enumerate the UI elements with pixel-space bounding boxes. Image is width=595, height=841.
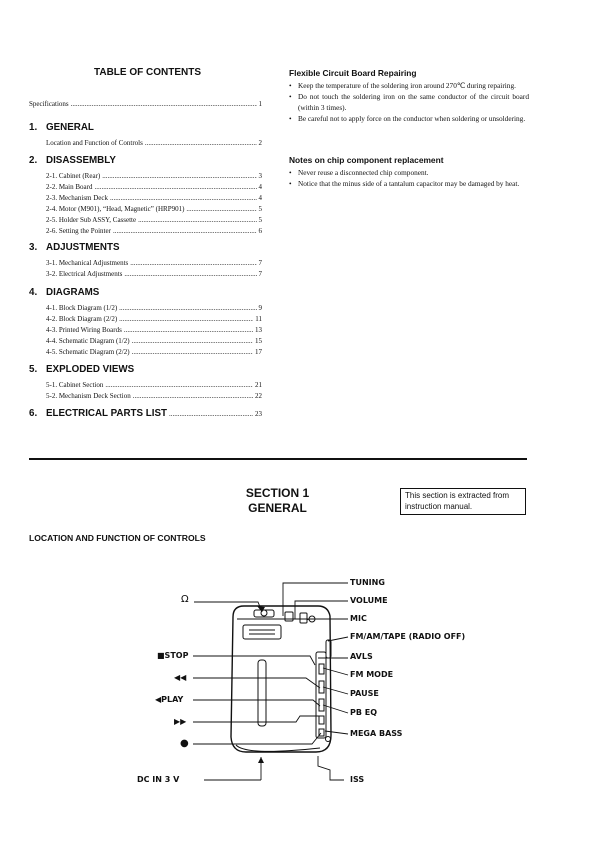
label-avls: AVLS [350, 652, 373, 661]
label-stop: ■STOP [157, 651, 189, 660]
label-tuning: TUNING [350, 578, 385, 587]
toc-item: 4-2. Block Diagram (2/2) ..... 11 [46, 312, 262, 323]
toc-item: 4-3. Printed Wiring Boards ..... 13 [46, 323, 262, 334]
toc-section-num: 1. [29, 122, 38, 133]
toc-item: 4-4. Schematic Diagram (1/2) ..... 15 [46, 334, 262, 345]
extract-note: This section is extracted from instruction manual. [400, 488, 526, 515]
toc-item: 5-2. Mechanism Deck Section ..... 22 [46, 389, 262, 400]
toc-item: 4-1. Block Diagram (1/2) ..... 9 [46, 301, 262, 312]
label-mic: MIC [350, 614, 367, 623]
toc-item: Location and Function of Controls ..... 2 [46, 136, 262, 147]
toc-item: 3-1. Mechanical Adjustments ..... 7 [46, 256, 262, 267]
section-number: SECTION 1 [245, 486, 310, 500]
label-iss: ISS [350, 775, 365, 784]
chip-title: Notes on chip component replacement [289, 155, 444, 165]
toc-section-title: ELECTRICAL PARTS LIST [46, 408, 168, 419]
label-mega-bass: MEGA BASS [350, 729, 403, 738]
toc-item: 2-3. Mechanism Deck ..... 4 [46, 191, 262, 202]
toc-section-title: GENERAL [46, 122, 94, 133]
toc-title: TABLE OF CONTENTS [94, 67, 202, 78]
section-title: GENERAL [248, 501, 307, 515]
headphones-icon: Ω [181, 594, 189, 605]
toc-item: 2-4. Motor (M901), “Head, Magnetic” (HRP901) ..... 5 [46, 202, 262, 213]
toc-section-num: 4. [29, 287, 38, 298]
toc-spec-page: 1 [258, 100, 262, 108]
toc-spec-label: Specifications [29, 100, 69, 108]
label-band: FM/AM/TAPE (RADIO OFF) [350, 632, 466, 641]
toc-item: 2-5. Holder Sub ASSY, Cassette ..... 5 [46, 213, 262, 224]
toc-section-page: 23 [255, 410, 262, 418]
toc-section-num: 2. [29, 155, 38, 166]
toc-section-title: ADJUSTMENTS [46, 242, 120, 253]
label-play: ◀PLAY [155, 695, 184, 704]
toc-section-title: EXPLODED VIEWS [46, 364, 135, 375]
repair-bullet: • Do not touch the soldering iron on the same conductor of the circuit board (within 3 times). [289, 92, 529, 112]
toc-section-num: 5. [29, 364, 38, 375]
label-pause: PAUSE [350, 689, 379, 698]
label-rewind: ◀◀ [174, 673, 187, 682]
chip-bullet: • Notice that the minus side of a tantalum capacitor may be damaged by heat. [289, 179, 520, 188]
toc-section-title: DIAGRAMS [46, 287, 100, 298]
toc-item: 2-2. Main Board ..... 4 [46, 180, 262, 191]
label-rec: ● [180, 738, 189, 749]
repair-bullet: • Keep the temperature of the soldering iron around 270℃ during repairing. [289, 81, 516, 90]
toc-item: 4-5. Schematic Diagram (2/2) ..... 17 [46, 345, 262, 356]
repair-title: Flexible Circuit Board Repairing [289, 68, 417, 78]
toc-section-title: DISASSEMBLY [46, 155, 116, 166]
label-ffwd: ▶▶ [174, 717, 187, 726]
toc-section-num: 6. [29, 408, 38, 419]
toc-item: 2-6. Setting the Pointer ..... 6 [46, 224, 262, 235]
toc-item: 3-2. Electrical Adjustments ..... 7 [46, 267, 262, 278]
chip-bullet: • Never reuse a disconnected chip component. [289, 168, 429, 177]
repair-bullet: • Be careful not to apply force on the conductor when soldering or unsoldering. [289, 114, 526, 123]
toc-item: 2-1. Cabinet (Rear) ..... 3 [46, 169, 262, 180]
label-fm-mode: FM MODE [350, 670, 394, 679]
label-dc-in: DC IN 3 V [137, 775, 180, 784]
label-pb-eq: PB EQ [350, 708, 378, 717]
toc-section-num: 3. [29, 242, 38, 253]
toc-item: 5-1. Cabinet Section ..... 21 [46, 378, 262, 389]
location-title: LOCATION AND FUNCTION OF CONTROLS [29, 533, 206, 543]
label-volume: VOLUME [350, 596, 388, 605]
